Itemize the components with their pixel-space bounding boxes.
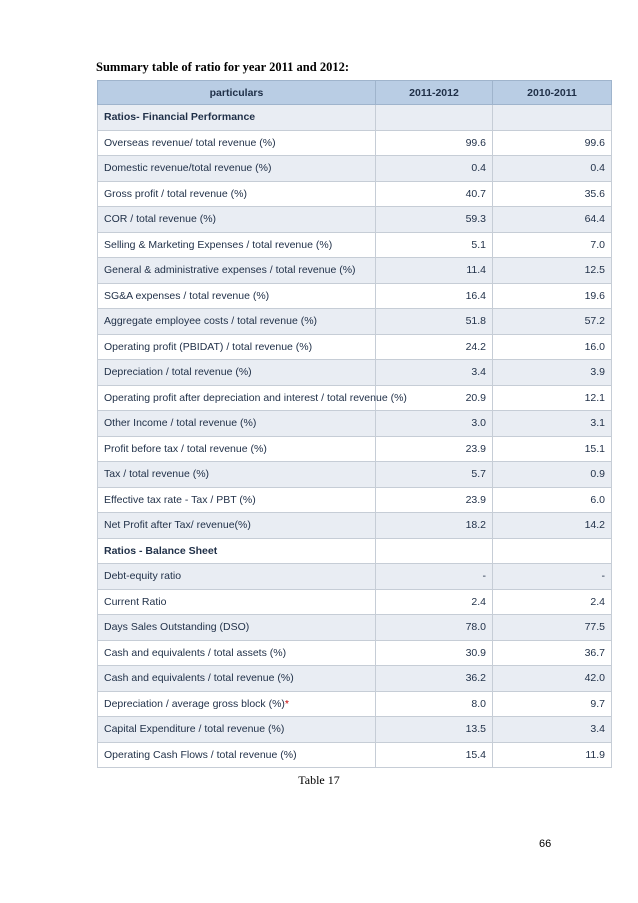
value-2011-2012: 36.2 — [376, 666, 493, 692]
table-row — [98, 487, 612, 513]
value-2010-2011: 3.9 — [493, 360, 612, 386]
value-2010-2011: 64.4 — [493, 207, 612, 233]
table-row — [98, 309, 612, 335]
section-label: Ratios - Balance Sheet — [98, 538, 376, 564]
value-2011-2012: 11.4 — [376, 258, 493, 284]
table-row — [98, 181, 612, 207]
row-label: Debt-equity ratio — [98, 564, 376, 590]
section-row — [98, 538, 612, 564]
table-row — [98, 462, 612, 488]
row-label: Depreciation / total revenue (%) — [98, 360, 376, 386]
row-label: Other Income / total revenue (%) — [98, 411, 376, 437]
table-row — [98, 385, 612, 411]
row-label: Tax / total revenue (%) — [98, 462, 376, 488]
header-particulars: particulars — [98, 81, 376, 105]
value-2010-2011: 11.9 — [493, 742, 612, 768]
table-header-row — [98, 81, 612, 105]
row-label: Cash and equivalents / total revenue (%) — [98, 666, 376, 692]
value-2011-2012: 18.2 — [376, 513, 493, 539]
value-2011-2012: 8.0 — [376, 691, 493, 717]
value-2010-2011: 6.0 — [493, 487, 612, 513]
table-row — [98, 513, 612, 539]
table-caption: Table 17 — [298, 773, 340, 787]
section-label: Ratios- Financial Performance — [98, 105, 376, 131]
value-2010-2011: 3.4 — [493, 717, 612, 743]
table-row — [98, 411, 612, 437]
row-label: Selling & Marketing Expenses / total revenue (%) — [98, 232, 376, 258]
table-row — [98, 258, 612, 284]
value-2010-2011: 9.7 — [493, 691, 612, 717]
row-label: Net Profit after Tax/ revenue(%) — [98, 513, 376, 539]
value-2011-2012 — [376, 538, 493, 564]
header-2011-2012: 2011-2012 — [376, 81, 493, 105]
value-2011-2012: 3.4 — [376, 360, 493, 386]
row-label: Aggregate employee costs / total revenue (%) — [98, 309, 376, 335]
value-2010-2011: 7.0 — [493, 232, 612, 258]
value-2010-2011: - — [493, 564, 612, 590]
value-2010-2011: 15.1 — [493, 436, 612, 462]
row-label: Operating profit (PBIDAT) / total revenue (%) — [98, 334, 376, 360]
header-2010-2011: 2010-2011 — [493, 81, 612, 105]
row-label: Operating profit after depreciation and interest / total revenue (%) — [98, 385, 376, 411]
value-2010-2011: 42.0 — [493, 666, 612, 692]
row-label: Gross profit / total revenue (%) — [98, 181, 376, 207]
row-label: COR / total revenue (%) — [98, 207, 376, 233]
value-2010-2011: 3.1 — [493, 411, 612, 437]
table-row — [98, 130, 612, 156]
table-row — [98, 615, 612, 641]
row-label: Domestic revenue/total revenue (%) — [98, 156, 376, 182]
value-2010-2011: 19.6 — [493, 283, 612, 309]
value-2010-2011: 57.2 — [493, 309, 612, 335]
value-2011-2012: 16.4 — [376, 283, 493, 309]
value-2010-2011: 14.2 — [493, 513, 612, 539]
value-2011-2012: 24.2 — [376, 334, 493, 360]
value-2011-2012: 5.1 — [376, 232, 493, 258]
value-2011-2012: 51.8 — [376, 309, 493, 335]
value-2010-2011: 2.4 — [493, 589, 612, 615]
value-2010-2011: 16.0 — [493, 334, 612, 360]
value-2011-2012: 13.5 — [376, 717, 493, 743]
table-row — [98, 156, 612, 182]
value-2011-2012 — [376, 105, 493, 131]
row-label: General & administrative expenses / total revenue (%) — [98, 258, 376, 284]
value-2011-2012: 23.9 — [376, 436, 493, 462]
value-2010-2011: 0.9 — [493, 462, 612, 488]
ratio-summary-table — [97, 80, 612, 768]
value-2010-2011: 36.7 — [493, 640, 612, 666]
value-2011-2012: 15.4 — [376, 742, 493, 768]
value-2011-2012: 0.4 — [376, 156, 493, 182]
value-2011-2012: 30.9 — [376, 640, 493, 666]
value-2010-2011 — [493, 105, 612, 131]
value-2010-2011 — [493, 538, 612, 564]
value-2011-2012: 20.9 — [376, 385, 493, 411]
row-label: Depreciation / average gross block (%)* — [98, 691, 376, 717]
row-label: Overseas revenue/ total revenue (%) — [98, 130, 376, 156]
page-heading: Summary table of ratio for year 2011 and 2012: — [96, 60, 349, 74]
table-row — [98, 283, 612, 309]
value-2011-2012: 3.0 — [376, 411, 493, 437]
table-row — [98, 742, 612, 768]
page-number: 66 — [539, 838, 552, 850]
table-row — [98, 232, 612, 258]
value-2010-2011: 35.6 — [493, 181, 612, 207]
row-label: Cash and equivalents / total assets (%) — [98, 640, 376, 666]
row-label: Operating Cash Flows / total revenue (%) — [98, 742, 376, 768]
value-2010-2011: 12.5 — [493, 258, 612, 284]
row-label: SG&A expenses / total revenue (%) — [98, 283, 376, 309]
value-2011-2012: 40.7 — [376, 181, 493, 207]
table-row — [98, 334, 612, 360]
table-row — [98, 360, 612, 386]
value-2010-2011: 12.1 — [493, 385, 612, 411]
value-2010-2011: 77.5 — [493, 615, 612, 641]
value-2011-2012: 2.4 — [376, 589, 493, 615]
value-2011-2012: 59.3 — [376, 207, 493, 233]
table-row — [98, 666, 612, 692]
row-label: Profit before tax / total revenue (%) — [98, 436, 376, 462]
value-2011-2012: 23.9 — [376, 487, 493, 513]
row-label: Capital Expenditure / total revenue (%) — [98, 717, 376, 743]
value-2011-2012: 78.0 — [376, 615, 493, 641]
value-2010-2011: 99.6 — [493, 130, 612, 156]
value-2011-2012: - — [376, 564, 493, 590]
value-2011-2012: 99.6 — [376, 130, 493, 156]
section-row — [98, 105, 612, 131]
table-row — [98, 717, 612, 743]
table-row — [98, 207, 612, 233]
row-label: Days Sales Outstanding (DSO) — [98, 615, 376, 641]
table-row — [98, 691, 612, 717]
footnote-asterisk: * — [284, 697, 290, 710]
value-2011-2012: 5.7 — [376, 462, 493, 488]
table-row — [98, 436, 612, 462]
row-label: Effective tax rate - Tax / PBT (%) — [98, 487, 376, 513]
row-label: Current Ratio — [98, 589, 376, 615]
table-row — [98, 640, 612, 666]
table-row — [98, 564, 612, 590]
table-row — [98, 589, 612, 615]
value-2010-2011: 0.4 — [493, 156, 612, 182]
